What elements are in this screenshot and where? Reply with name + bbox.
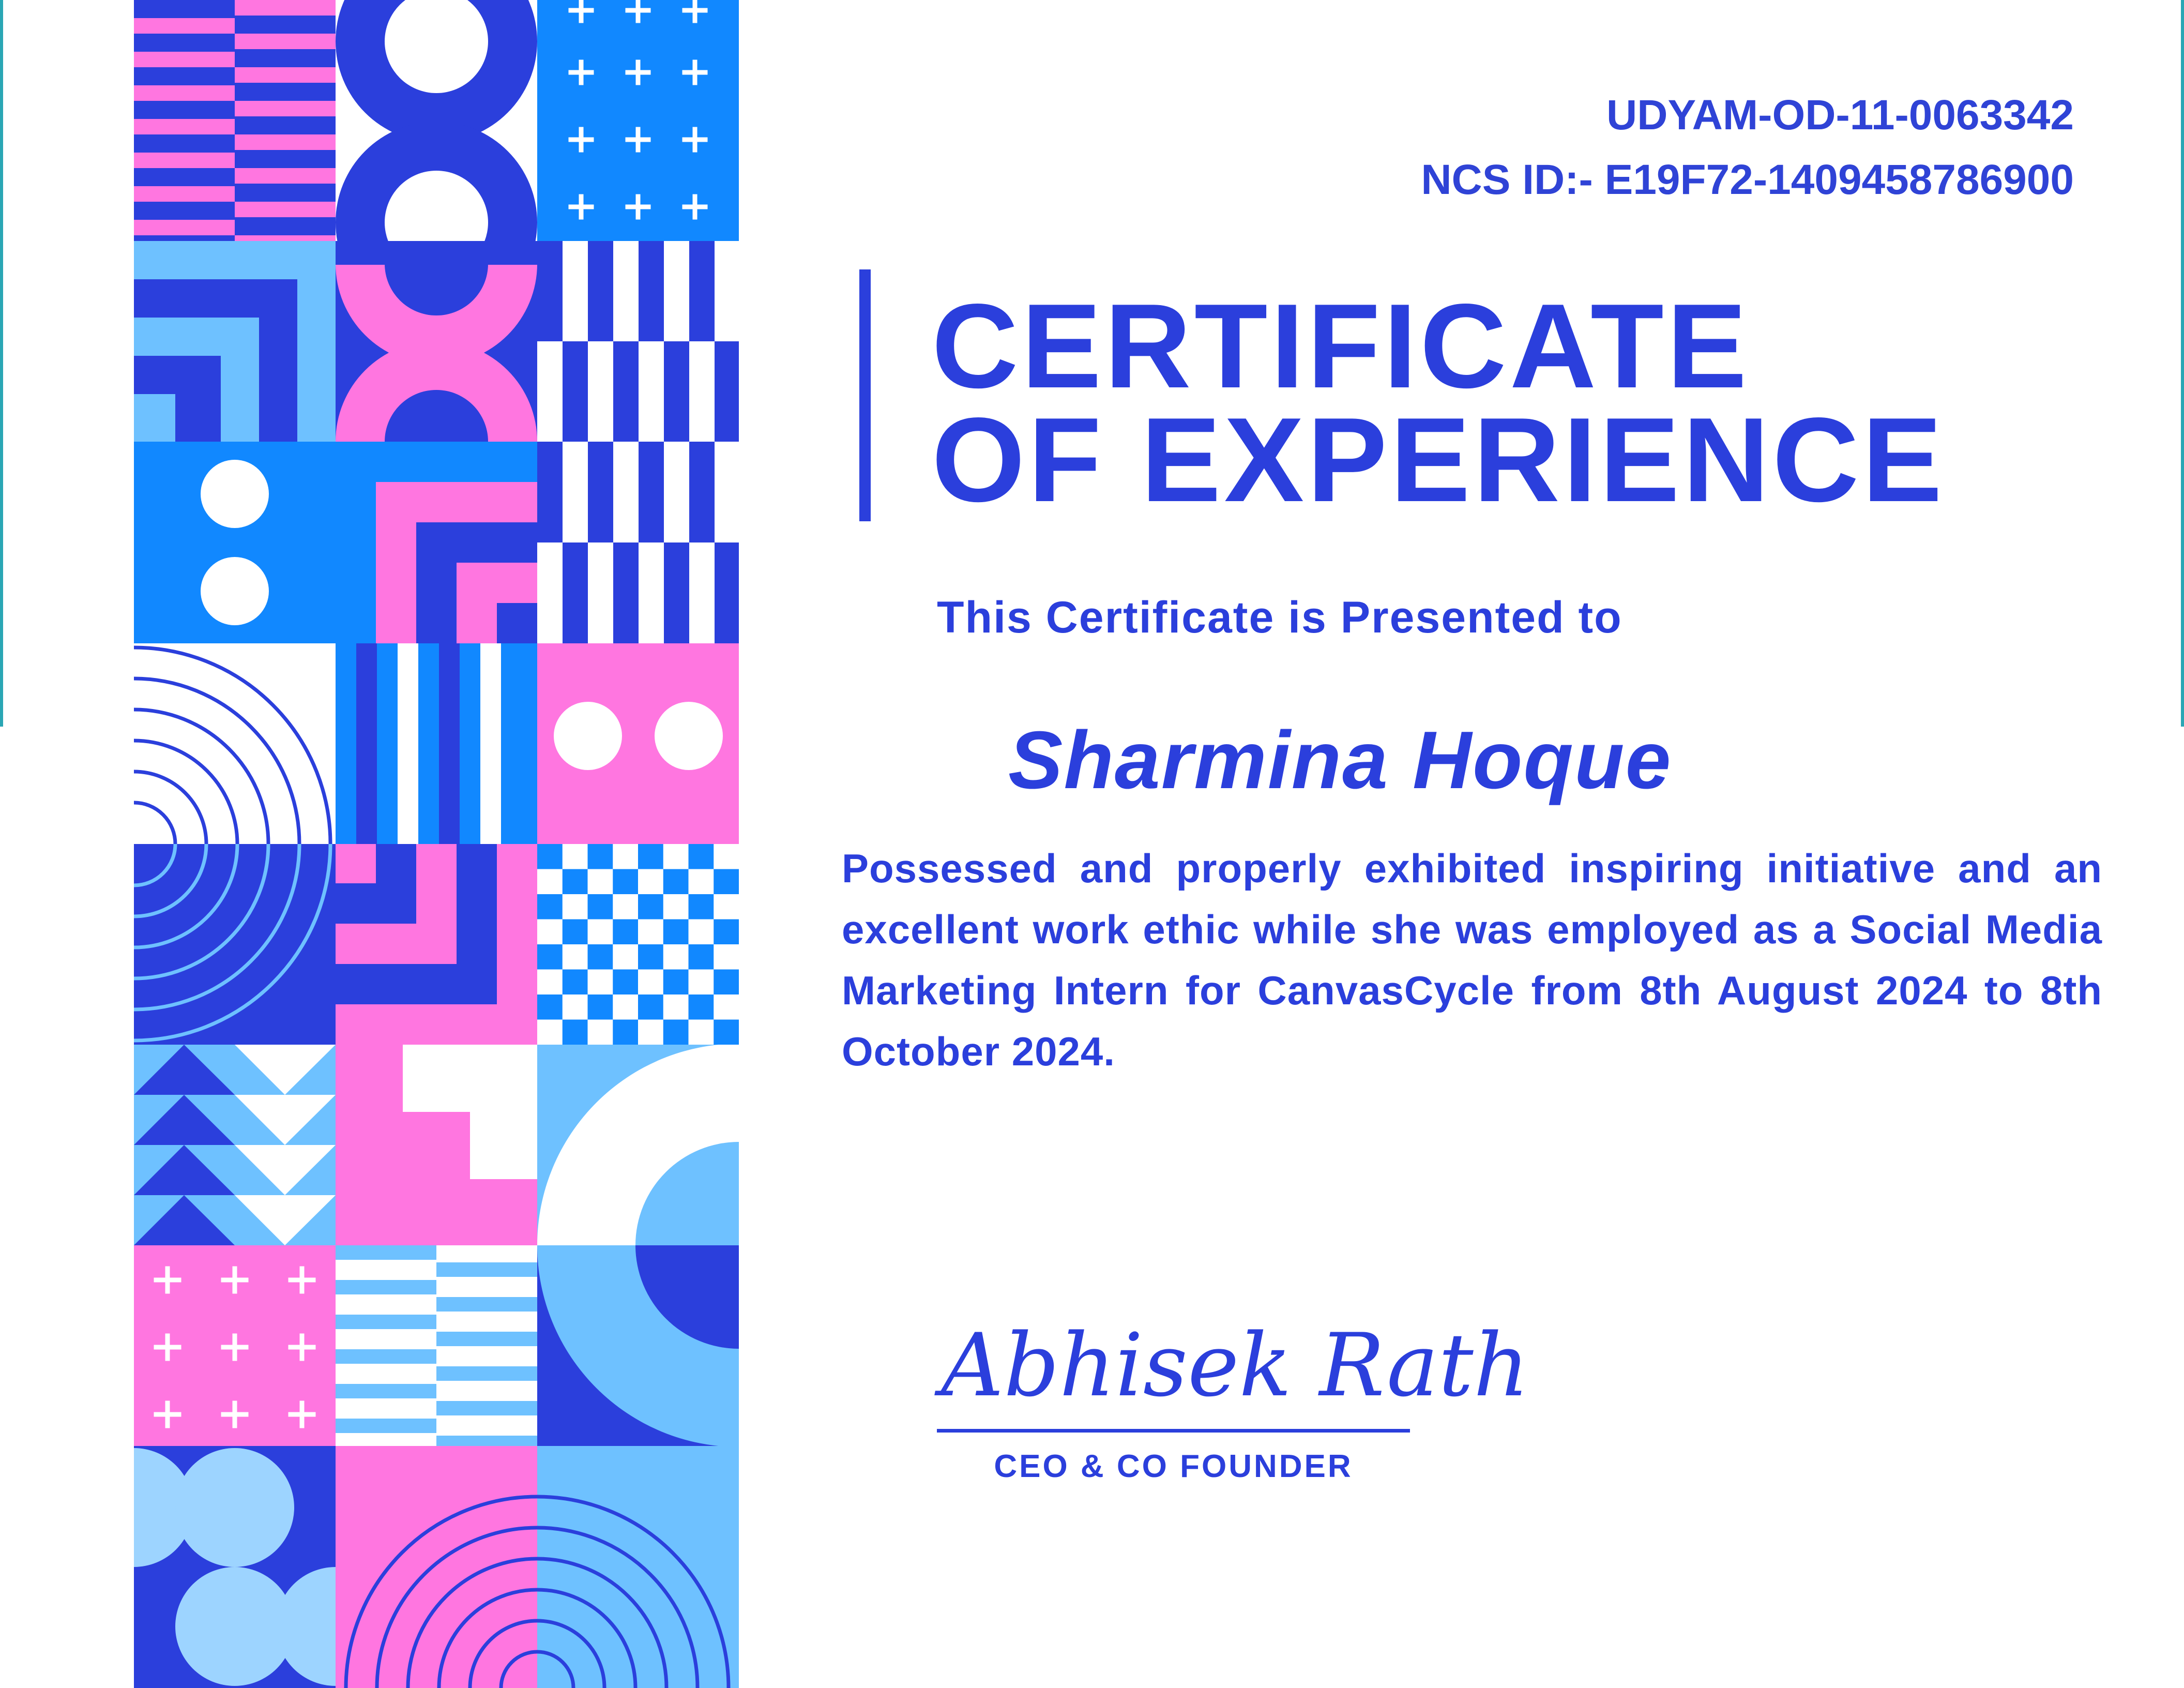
tile-light-stripes (336, 1245, 537, 1446)
tile-triangles (134, 1045, 336, 1245)
recipient-name: Sharmina Hoque (1008, 715, 1672, 806)
left-edge-line (0, 0, 3, 727)
title-line-2: OF EXPERIENCE (932, 393, 1946, 527)
signature-line (937, 1429, 1410, 1433)
certificate-description: Possessed and properly exhibited inspiring initiative and an excellent work ethic while she was employed as a Social Media Marketing Intern for CanvasCycle from 8th August 2024 to 8th October 2024. (842, 846, 2102, 1074)
signature: Abhisek Rath (941, 1315, 1529, 1416)
tile-checkerboard (537, 844, 739, 1045)
signatory-role: CEO & CO FOUNDER (994, 1449, 1353, 1484)
tile-pink-corners (336, 844, 537, 1045)
presented-to-label: This Certificate is Presented to (937, 593, 1622, 642)
certificate-title (932, 279, 1946, 527)
tile-nested-corners (134, 241, 336, 442)
tile-pink-plus-grid (134, 1245, 336, 1446)
tile-two-dots (134, 442, 336, 643)
title-accent-bar (859, 269, 871, 521)
tile-pink-stairs (336, 442, 537, 643)
right-edge-line (2181, 0, 2184, 727)
tile-pink-steps (336, 1045, 537, 1245)
tile-vertical-stripes (336, 643, 537, 844)
tile-pink-two-dots (537, 643, 739, 844)
tile-vertical-bars (537, 442, 739, 643)
udyam-number: UDYAM-OD-11-0063342 (1606, 92, 2074, 139)
registration-ids (1421, 83, 2074, 212)
tile-plus-grid (537, 0, 739, 241)
ncs-id: NCS ID:- E19F72-1409458786900 (1421, 156, 2074, 203)
geometric-pattern-panel (134, 0, 739, 1688)
tile-checker-wide (537, 241, 739, 442)
title-line-1: CERTIFICATE (932, 279, 1750, 413)
tile-stripes (134, 0, 336, 241)
